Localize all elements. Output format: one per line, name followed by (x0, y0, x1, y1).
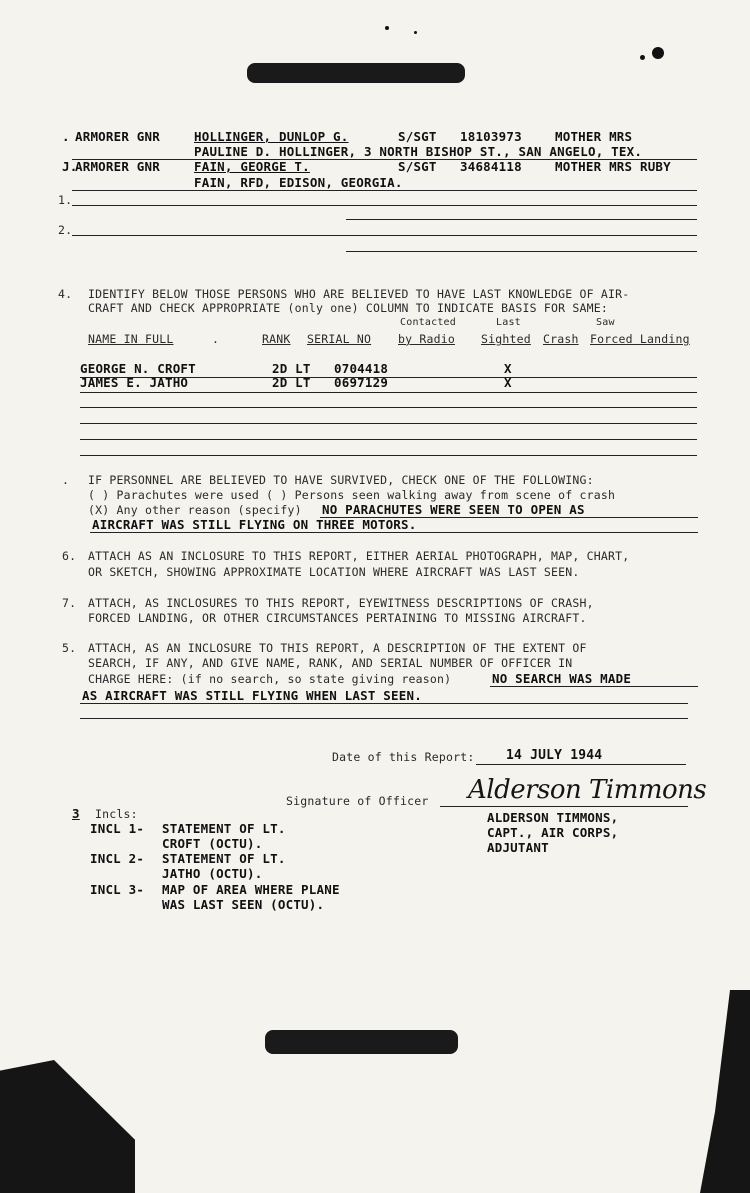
header-contacted: by Radio (398, 332, 455, 346)
witness-blank-rule-2 (80, 423, 697, 424)
personnel-row2-name: FAIN, GEORGE T. (194, 159, 310, 174)
item8-answer-1: NO SEARCH WAS MADE (492, 671, 632, 686)
header-contacted-top: Contacted (400, 317, 456, 328)
personnel-blank-number-2: 2. (58, 223, 73, 237)
header-last-top: Last (496, 317, 521, 328)
scan-speck (640, 55, 645, 60)
personnel-row2-nok-label: MOTHER MRS RUBY (555, 159, 671, 174)
item8-text-line2: SEARCH, IF ANY, AND GIVE NAME, RANK, AND SERIAL NUMBER OF OFFICER IN (88, 656, 573, 670)
scan-edge-bottom-left (0, 1060, 135, 1193)
witness-row2-rule (80, 392, 697, 393)
officer-title: ADJUTANT (487, 840, 549, 855)
personnel-row1-number: . (62, 129, 70, 144)
item8-charge-label: CHARGE HERE: (if no search, so state giving reason) (88, 672, 452, 686)
officer-name: ALDERSON TIMMONS, (487, 810, 619, 825)
signature-handwritten: Alderson Timmons (468, 775, 707, 805)
witness-row1-rank: 2D LT (272, 361, 311, 376)
signature-label: Signature of Officer (286, 794, 429, 808)
inclosure-3-line2: WAS LAST SEEN (OCTU). (162, 897, 325, 912)
item8-answer-rule-1 (490, 686, 698, 687)
personnel-row2-rank: S/SGT (398, 159, 437, 174)
item6-text-line1: ATTACH AS AN INCLOSURE TO THIS REPORT, EITHER AERIAL PHOTOGRAPH, MAP, CHART, (88, 549, 630, 563)
item5-answer-rule-2 (90, 532, 698, 533)
witness-row2-rank: 2D LT (272, 375, 311, 390)
inclosure-1-line2: CROFT (OCTU). (162, 836, 263, 851)
witness-row2-name: JAMES E. JATHO (80, 375, 189, 390)
personnel-row2-nok-address: FAIN, RFD, EDISON, GEORGIA. (194, 175, 403, 190)
signature-rule (440, 806, 688, 807)
personnel-row2-rule (72, 190, 697, 191)
inclosure-2-label: INCL 2- (90, 851, 145, 866)
item8-blank-rule (80, 718, 688, 719)
header-rank: RANK (262, 332, 291, 346)
item8-answer-rule-2 (80, 703, 688, 704)
personnel-row2-serial: 34684118 (460, 159, 522, 174)
header-dot: . (212, 332, 220, 346)
item5-other-reason-label: (X) Any other reason (specify) (88, 503, 302, 517)
personnel-blank-number-1: 1. (58, 193, 73, 207)
item5-other-reason-answer-1: NO PARACHUTES WERE SEEN TO OPEN AS (322, 502, 585, 517)
witness-row2-serial: 0697129 (334, 375, 389, 390)
personnel-row1-name: HOLLINGER, DUNLOP G. (194, 129, 349, 144)
personnel-row1-nok-label: MOTHER MRS (555, 129, 633, 144)
header-serial: SERIAL NO (307, 332, 372, 346)
witness-row1-mark: X (504, 361, 512, 376)
inclosure-1-label: INCL 1- (90, 821, 145, 836)
header-forced-landing: Forced Landing (590, 332, 690, 346)
personnel-row1-nok-address: PAULINE D. HOLLINGER, 3 NORTH BISHOP ST., SAN ANGELO, TEX. (194, 144, 643, 159)
personnel-blank-rule-1b (346, 219, 697, 220)
item5-text-line1: IF PERSONNEL ARE BELIEVED TO HAVE SURVIVED, CHECK ONE OF THE FOLLOWING: (88, 473, 594, 487)
witness-row1-serial: 0704418 (334, 361, 389, 376)
witness-row1-name: GEORGE N. CROFT (80, 361, 196, 376)
header-saw-top: Saw (596, 317, 615, 328)
witness-blank-rule-3 (80, 439, 697, 440)
scan-speck (652, 47, 664, 59)
scan-speck (414, 31, 417, 34)
personnel-row1-position: ARMORER GNR (75, 129, 160, 144)
redaction-bar-top (247, 63, 465, 83)
personnel-blank-rule-1 (72, 205, 697, 206)
scan-edge-bottom-right (700, 990, 750, 1193)
inclosures-label: Incls: (95, 807, 138, 821)
report-date-rule (476, 764, 686, 765)
item5-other-reason-answer-2: AIRCRAFT WAS STILL FLYING ON THREE MOTORS. (92, 517, 417, 532)
item5-text-line2: ( ) Parachutes were used ( ) Persons seen walking away from scene of crash (88, 488, 616, 502)
witness-row2-mark: X (504, 375, 512, 390)
item5-number: . (62, 473, 70, 487)
item7-text-line2: FORCED LANDING, OR OTHER CIRCUMSTANCES PERTAINING TO MISSING AIRCRAFT. (88, 611, 587, 625)
inclosure-2-line2: JATHO (OCTU). (162, 866, 263, 881)
witness-blank-rule-1 (80, 407, 697, 408)
redaction-bar-bottom (265, 1030, 458, 1054)
report-date-label: Date of this Report: (332, 750, 475, 764)
inclosure-3-label: INCL 3- (90, 882, 145, 897)
personnel-blank-rule-2b (346, 251, 697, 252)
item7-number: 7. (62, 596, 77, 610)
item6-number: 6. (62, 549, 77, 563)
inclosure-2-line1: STATEMENT OF LT. (162, 851, 286, 866)
item4-text-line1: IDENTIFY BELOW THOSE PERSONS WHO ARE BELIEVED TO HAVE LAST KNOWLEDGE OF AIR- (88, 287, 630, 301)
scan-speck (385, 26, 389, 30)
header-name-in-full: NAME IN FULL (88, 332, 174, 346)
item4-number: 4. (58, 287, 73, 301)
report-date-value: 14 JULY 1944 (506, 748, 603, 763)
personnel-row1-rank: S/SGT (398, 129, 437, 144)
personnel-row2-number: J. (62, 159, 78, 174)
inclosure-3-line1: MAP OF AREA WHERE PLANE (162, 882, 340, 897)
item8-text-line1: ATTACH, AS AN INCLOSURE TO THIS REPORT, A DESCRIPTION OF THE EXTENT OF (88, 641, 587, 655)
witness-blank-rule-4 (80, 455, 697, 456)
item4-text-line2: CRAFT AND CHECK APPROPRIATE (only one) COLUMN TO INDICATE BASIS FOR SAME: (88, 301, 609, 315)
item8-number: 5. (62, 641, 77, 655)
item8-answer-2: AS AIRCRAFT WAS STILL FLYING WHEN LAST SEEN. (82, 688, 422, 703)
personnel-blank-rule-2 (72, 235, 697, 236)
inclosure-1-line1: STATEMENT OF LT. (162, 821, 286, 836)
personnel-row2-position: ARMORER GNR (75, 159, 160, 174)
officer-rank: CAPT., AIR CORPS, (487, 825, 619, 840)
item7-text-line1: ATTACH, AS INCLOSURES TO THIS REPORT, EYEWITNESS DESCRIPTIONS OF CRASH, (88, 596, 594, 610)
personnel-row1-serial: 18103973 (460, 129, 522, 144)
inclosures-count: 3 (72, 806, 80, 821)
item6-text-line2: OR SKETCH, SHOWING APPROXIMATE LOCATION WHERE AIRCRAFT WAS LAST SEEN. (88, 565, 580, 579)
header-crash: Crash (543, 332, 579, 346)
header-sighted: Sighted (481, 332, 531, 346)
